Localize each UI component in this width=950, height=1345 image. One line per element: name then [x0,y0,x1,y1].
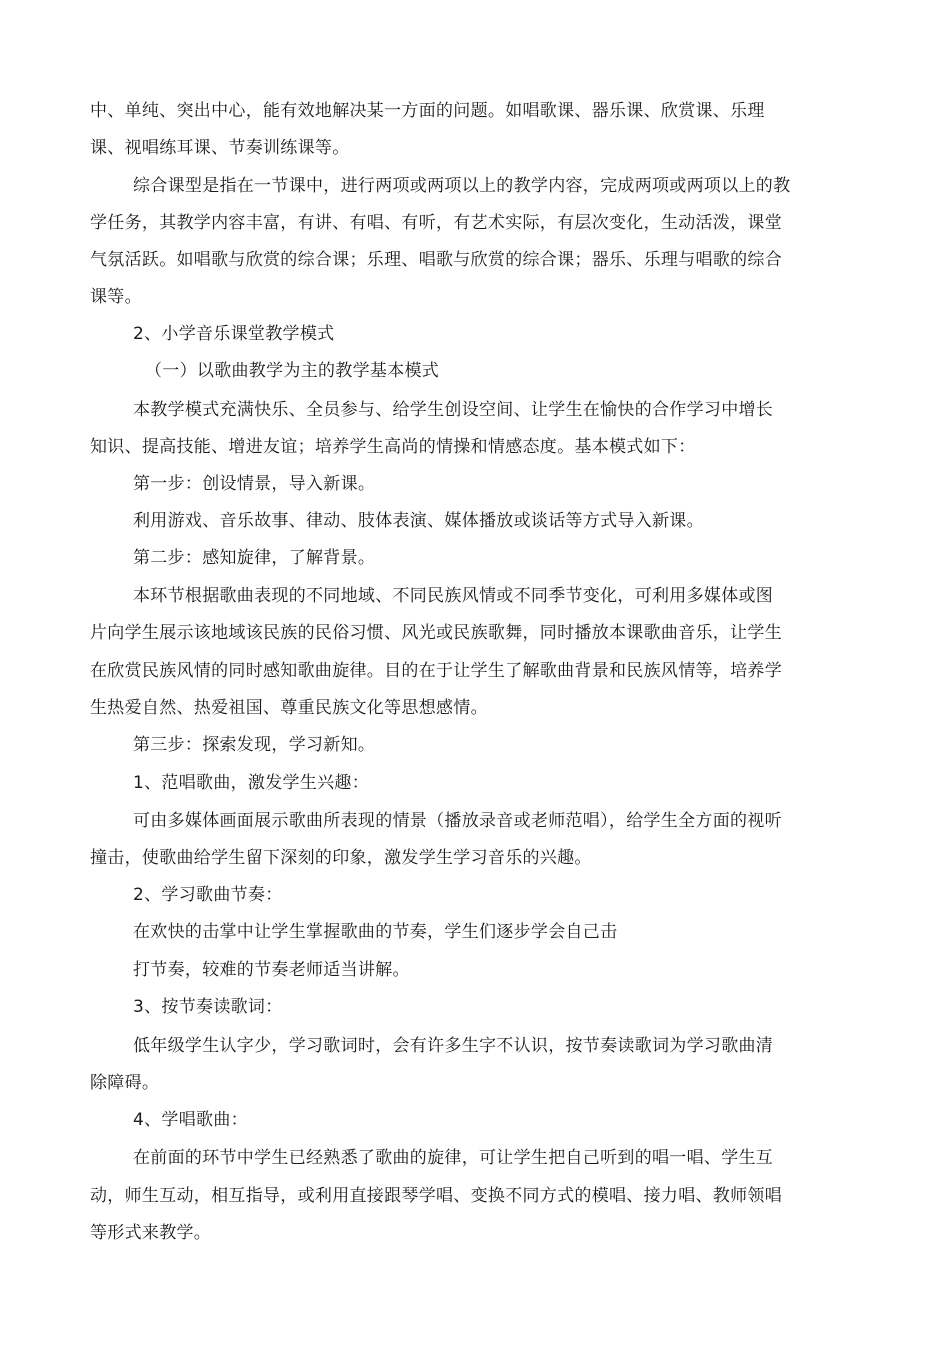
step-heading: 第三步：探索发现，学习新知。 [133,735,376,755]
text-line: 打节奏，较难的节奏老师适当讲解。 [133,960,410,980]
text-line: 本环节根据歌曲表现的不同地域、不同民族风情或不同季节变化，可利用多媒体或图 [133,586,774,606]
text-line: 学任务，其教学内容丰富，有讲、有唱、有听，有艺术实际，有层次变化，生动活泼，课堂 [90,213,782,233]
list-heading: 4、学唱歌曲： [133,1110,248,1130]
step-heading: 第一步：创设情景，导入新课。 [133,474,376,494]
list-heading: 1、范唱歌曲，激发学生兴趣： [133,773,370,793]
list-heading: 3、按节奏读歌词： [133,997,283,1017]
step-heading: 第二步：感知旋律，了解背景。 [133,548,376,568]
text-line: 气氛活跃。如唱歌与欣赏的综合课；乐理、唱歌与欣赏的综合课；器乐、乐理与唱歌的综合 [90,250,782,270]
text-line: 除障碍。 [90,1073,160,1093]
text-line: 本教学模式充满快乐、全员参与、给学生创设空间、让学生在愉快的合作学习中增长 [133,400,774,420]
text-line: 片向学生展示该地域该民族的民俗习惯、风光或民族歌舞，同时播放本课歌曲音乐，让学生 [90,623,782,643]
text-line: 在欣赏民族风情的同时感知歌曲旋律。目的在于让学生了解歌曲背景和民族风情等，培养学 [90,661,782,681]
text-line: 知识、提高技能、增进友谊；培养学生高尚的情操和情感态度。基本模式如下： [90,437,696,457]
text-line: 在前面的环节中学生已经熟悉了歌曲的旋律，可让学生把自己听到的唱一唱、学生互 [133,1148,774,1168]
section-heading: 2、小学音乐课堂教学模式 [133,324,335,344]
list-heading: 2、学习歌曲节奏： [133,885,283,905]
text-line: 中、单纯、突出中心，能有效地解决某一方面的问题。如唱歌课、器乐课、欣赏课、乐理 [90,101,765,121]
text-line: 利用游戏、音乐故事、律动、肢体表演、媒体播放或谈话等方式导入新课。 [133,511,704,531]
text-line: 课、视唱练耳课、节奏训练课等。 [90,138,350,158]
text-line: 可由多媒体画面展示歌曲所表现的情景（播放录音或老师范唱），给学生全方面的视听 [133,811,782,831]
text-line: 撞击，使歌曲给学生留下深刻的印象，激发学生学习音乐的兴趣。 [90,848,592,868]
text-line: 生热爱自然、热爱祖国、尊重民族文化等思想感情。 [90,698,488,718]
text-line: 动，师生互动，相互指导，或利用直接跟琴学唱、变换不同方式的模唱、接力唱、教师领唱 [90,1186,782,1206]
subsection-heading: （一）以歌曲教学为主的教学基本模式 [145,361,440,381]
text-line: 在欢快的击掌中让学生掌握歌曲的节奏，学生们逐步学会自己击 [133,922,618,942]
text-line: 综合课型是指在一节课中，进行两项或两项以上的教学内容，完成两项或两项以上的教 [133,176,791,196]
text-line: 低年级学生认字少，学习歌词时，会有许多生字不认识，按节奏读歌词为学习歌曲清 [133,1036,774,1056]
text-line: 课等。 [90,287,142,307]
text-line: 等形式来教学。 [90,1223,212,1243]
